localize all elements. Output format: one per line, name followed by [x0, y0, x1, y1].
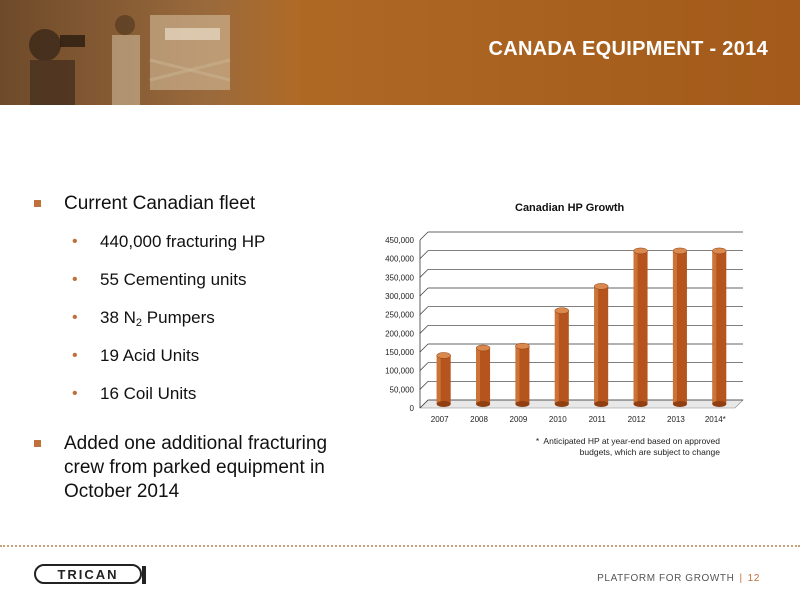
x-tick-label: 2008 [470, 415, 488, 424]
gridline-side [420, 381, 428, 389]
footnote-line: * Anticipated HP at year-end based on approved [535, 436, 720, 446]
fleet-item-cement [34, 268, 364, 306]
y-tick-label: 50,000 [389, 385, 414, 395]
bar-base [712, 401, 726, 407]
fleet-item-text: 440,000 fracturing HP [100, 232, 266, 251]
x-tick-label: 2012 [627, 415, 646, 424]
y-tick-label: 300,000 [385, 292, 414, 301]
bar-highlight [594, 286, 598, 404]
chart-title: Canadian HP Growth [515, 202, 625, 214]
fleet-heading [34, 192, 364, 216]
bar-top [437, 352, 451, 358]
bar-base [673, 401, 687, 407]
bar-highlight [515, 346, 519, 404]
bar-highlight [634, 251, 638, 404]
bar-base [515, 401, 529, 407]
bar-top [515, 343, 529, 349]
bar-highlight [673, 251, 677, 404]
x-tick-label: 2013 [667, 415, 685, 424]
svg-text:TRICAN: TRICAN [57, 567, 119, 582]
fleet-item-text: 38 N [100, 308, 136, 327]
footer-tagline: PLATFORM FOR GROWTH [597, 573, 735, 584]
x-tick-label: 2007 [430, 415, 449, 424]
x-tick-label: 2011 [588, 415, 606, 424]
fleet-item-text: 55 Cementing units [100, 270, 247, 289]
footer-separator: | [739, 573, 743, 584]
bar-top [673, 248, 687, 254]
gridline-side [420, 269, 428, 277]
fleet-item-frac [34, 230, 364, 268]
gridline-side [420, 288, 428, 296]
added-crew-bullet [34, 432, 364, 504]
x-tick-label: 2014* [704, 415, 726, 424]
bar-base [476, 401, 490, 407]
bar-top [634, 248, 648, 254]
dot-bullet-icon: • [72, 309, 78, 326]
square-bullet-icon [34, 200, 41, 207]
bar-top [555, 308, 569, 314]
gridline-side [420, 251, 428, 259]
page-number: 12 [747, 573, 760, 584]
bar-highlight [437, 355, 441, 404]
slide-title: CANADA EQUIPMENT - 2014 [488, 38, 768, 60]
bar-highlight [476, 348, 480, 404]
y-tick-label: 250,000 [385, 310, 414, 320]
y-tick-label: 350,000 [385, 273, 414, 283]
dot-bullet-icon: • [72, 347, 78, 364]
footer-divider [0, 545, 800, 547]
y-tick-label: 100,000 [385, 366, 414, 376]
y-tick-label: 150,000 [385, 348, 414, 357]
gridline-side [420, 363, 428, 371]
gridline-side [420, 344, 428, 352]
fleet-item-n2 [34, 306, 364, 344]
bar-top [476, 345, 490, 351]
x-tick-label: 2009 [509, 415, 528, 424]
y-tick-label: 200,000 [385, 329, 414, 339]
trican-logo [34, 564, 149, 586]
gridline-side [420, 325, 428, 333]
y-tick-label: 450,000 [385, 236, 414, 245]
fleet-item-acid [34, 344, 364, 382]
gridline-side [420, 232, 428, 240]
dot-bullet-icon: • [72, 271, 78, 288]
bullet-list [34, 192, 364, 504]
added-crew-text: Added one additional fracturing crew from parked equipment in October 2014 [64, 433, 328, 502]
bar-base [594, 401, 608, 407]
dot-bullet-icon: • [72, 233, 78, 250]
footer [597, 573, 760, 584]
x-tick-label: 2010 [548, 415, 567, 424]
chart-back-wall [428, 232, 743, 400]
square-bullet-icon [34, 440, 41, 447]
subscript-text: 2 [135, 317, 143, 329]
hp-growth-chart [360, 225, 760, 435]
dot-bullet-icon: • [72, 385, 78, 402]
header-photo [0, 0, 300, 105]
fleet-heading-text: Current Canadian fleet [64, 193, 256, 214]
bar-base [634, 401, 648, 407]
bar-top [712, 248, 726, 254]
chart-footnote [490, 436, 720, 458]
fleet-item-text: 19 Acid Units [100, 346, 200, 365]
y-tick-label: 0 [409, 404, 414, 413]
bar-top [594, 283, 608, 289]
gridline-side [420, 307, 428, 315]
bar-highlight [712, 251, 716, 404]
y-tick-label: 400,000 [385, 254, 414, 264]
bar-base [555, 401, 569, 407]
fleet-item-coil [34, 382, 364, 420]
fleet-item-text: 16 Coil Units [100, 384, 197, 403]
header-banner [0, 0, 800, 105]
chart-floor [420, 400, 743, 408]
bar-highlight [555, 311, 559, 404]
fleet-item-text: Pumpers [142, 308, 215, 327]
footnote-line: budgets, which are subject to change [579, 447, 720, 457]
bar-base [437, 401, 451, 407]
